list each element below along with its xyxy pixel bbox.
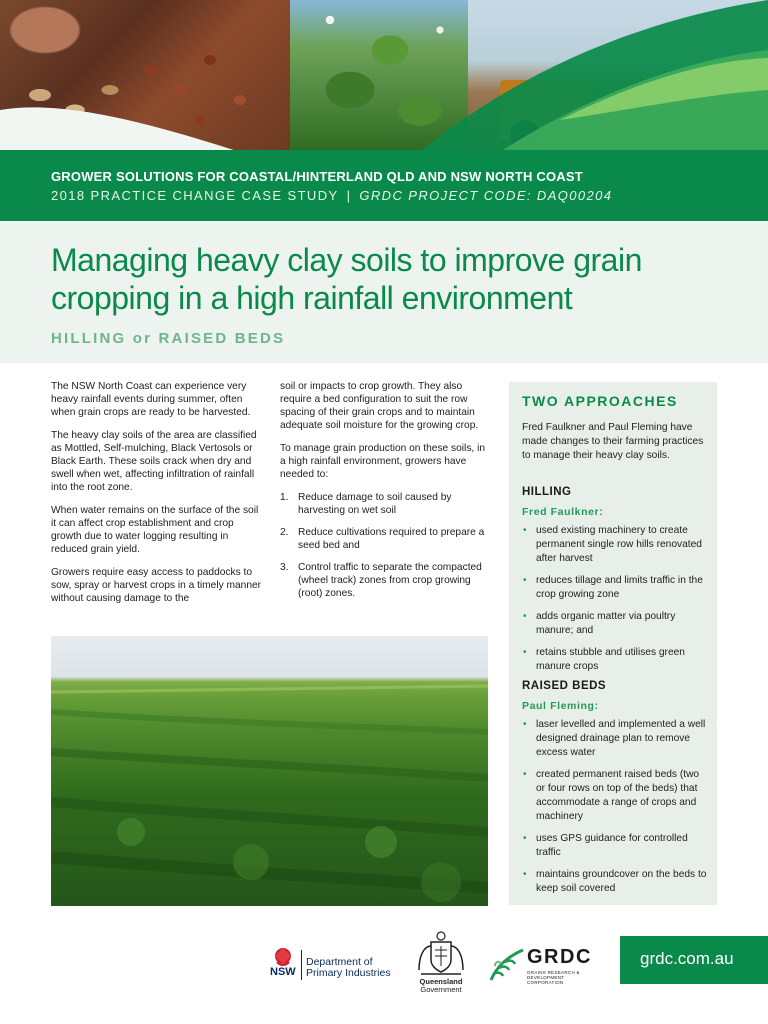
grdc-wheat-icon <box>487 944 527 986</box>
list-item: • maintains groundcover on the beds to keep soil covered <box>522 868 708 896</box>
list-item: • uses GPS guidance for controlled traffic <box>522 832 708 860</box>
hilling-person: Fred Faulkner: <box>522 506 604 518</box>
numbered-list <box>280 491 492 600</box>
list-item: • used existing machinery to create permanent single row hills renovated after harvest <box>522 524 708 566</box>
grdc-wordmark: GRDC <box>527 946 592 968</box>
body-column-middle <box>280 380 492 609</box>
list-text: Reduce cultivations required to prepare a seed bed and <box>298 527 485 551</box>
dpi-line-2: Primary Industries <box>306 967 391 979</box>
nsw-label: NSW <box>270 966 296 978</box>
paragraph: soil or impacts to crop growth. They also require a bed configuration to suit the row spacing of their grain crops and to maintain adequate soil moisture for the growing crop. <box>280 381 479 431</box>
raised-beds-list <box>522 718 708 904</box>
list-item <box>280 491 492 517</box>
qld-line-1: Queensland <box>419 977 463 986</box>
nsw-dpi-logo <box>268 946 398 986</box>
paragraph: Growers require easy access to paddocks to sow, spray or harvest crops in a timely manner without causing damage to the <box>51 567 262 604</box>
list-item <box>280 561 492 600</box>
header-separator: | <box>346 188 352 203</box>
grdc-tagline: GRAINS RESEARCH & DEVELOPMENT CORPORATION <box>527 970 580 985</box>
page-title-line-1: Managing heavy clay soils to improve grain <box>51 242 642 278</box>
hilling-list <box>522 524 708 682</box>
header-subtitle <box>51 188 612 203</box>
body-column-left <box>51 380 263 615</box>
paragraph: When water remains on the surface of the soil it can affect crop establishment and crop growth due to water logging resulting in reduced grain yield. <box>51 505 259 555</box>
paragraph: The NSW North Coast can experience very heavy rainfall events during summer, often when grain crops are ready to be harvested. <box>51 381 251 418</box>
grdc-logo <box>487 944 602 986</box>
list-item <box>280 526 492 552</box>
list-text: Control traffic to separate the compacted (wheel track) zones from crop growing (root) zones. <box>298 562 482 599</box>
list-item: • created permanent raised beds (two or four rows on top of the beds) that accommodate a range of crops and machinery <box>522 768 708 824</box>
list-item: • retains stubble and utilises green manure crops <box>522 646 708 674</box>
queensland-government-logo <box>413 930 469 998</box>
website-link[interactable]: grdc.com.au <box>640 949 734 968</box>
sidebar-intro: Fred Faulkner and Paul Fleming have made changes to their farming practices to manage their heavy clay soils. <box>522 422 704 461</box>
list-item: • laser levelled and implemented a well designed drainage plan to remove excess water <box>522 718 708 760</box>
list-number: 3. <box>280 562 289 573</box>
page-subtitle: HILLING or RAISED BEDS <box>51 330 286 347</box>
list-number: 2. <box>280 527 289 538</box>
header-photo-strip <box>0 0 768 152</box>
raised-beds-heading: RAISED BEDS <box>522 680 607 692</box>
raised-beds-person: Paul Fleming: <box>522 700 599 712</box>
header-band <box>0 150 768 221</box>
list-text: Reduce damage to soil caused by harvesting on wet soil <box>298 492 452 516</box>
crop-rows-graphic <box>51 682 488 906</box>
list-item: • reduces tillage and limits traffic in the crop growing zone <box>522 574 708 602</box>
project-code: GRDC PROJECT CODE: DAQ00204 <box>359 188 613 203</box>
hilling-heading: HILLING <box>522 486 572 498</box>
list-number: 1. <box>280 492 289 503</box>
logo-divider <box>301 950 302 980</box>
page-title <box>51 241 741 317</box>
list-item: • adds organic matter via poultry manure; and <box>522 610 708 638</box>
paragraph: The heavy clay soils of the area are classified as Mottled, Self-mulching, Black Vertosols or Black Earth. These soils crack when dry and swell when wet, affecting infiltration of rainfall into the root zone. <box>51 430 257 493</box>
queensland-label <box>413 978 469 994</box>
sidebar-heading: TWO APPROACHES <box>522 393 678 409</box>
waratah-icon <box>268 946 298 984</box>
dpi-name <box>306 957 406 979</box>
white-curve-graphic <box>0 0 768 152</box>
qld-line-2: Government <box>420 985 462 994</box>
queensland-coat-of-arms-icon <box>413 930 469 978</box>
soybean-field-photo <box>51 636 488 906</box>
header-title: GROWER SOLUTIONS FOR COASTAL/HINTERLAND QLD AND NSW NORTH COAST <box>51 169 583 184</box>
dpi-line-1: Department of <box>306 956 373 968</box>
page-title-line-2: cropping in a high rainfall environment <box>51 280 573 316</box>
paragraph: To manage grain production on these soils, in a high rainfall environment, growers have needed to: <box>280 443 486 480</box>
case-study-label: 2018 PRACTICE CHANGE CASE STUDY <box>51 188 339 203</box>
